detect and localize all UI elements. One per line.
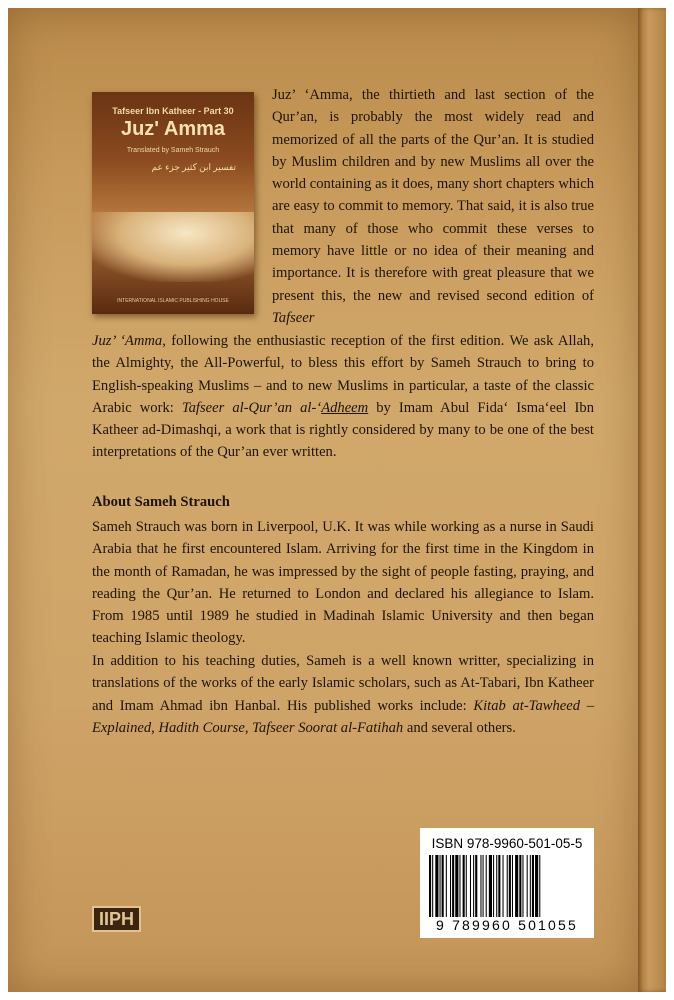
about-text-1: Sameh Strauch was born in Liverpool, U.K. It was while working as a nurse in Saudi Arabia that he first encountered Islam. Arriving for the first time in the Kingdom in the month of Ramadan, he was impressed by the sight of people fasting, praying, and reading the Qur’an. He returned to London and declared his allegiance to Islam. From 1985 until 1989 he studied in Madinah Islamic University and then began teaching Islamic theology. (92, 519, 594, 647)
book-spine (638, 8, 666, 992)
thumbnail-translator: Translated by Sameh Strauch (126, 147, 220, 154)
open-book-image (92, 212, 254, 282)
barcode-digits: 9 789960 501055 (436, 917, 578, 933)
thumbnail-series: Tafseer Ibn Katheer - Part 30 (112, 106, 234, 116)
intro-text-1: Juz’ ‘Amma, the thirtieth and last section of the Qur’an, is probably the most widely read and memorized of all the parts of the Qur’an. It is studied by Muslim children and by new Muslims all over the world containing as it does, many short chapters which are easy to commit to memory. That said, it is also true that many of those who commit these verses to memory have little or no idea of their meaning and importance. It is therefore with great pleasure that we present this, the new and revised second edition of (272, 87, 594, 304)
intro-text-2: , following the enthusiastic reception of the first edition. We ask Allah, the Almighty, the All-Powerful, to bless this effort by Sameh Strauch to bring to English-speaking Muslims – and to new Muslims in particular, a taste of the classic Arabic work: (92, 333, 595, 416)
intro-text-3: by Imam Abul Fida‘ Isma‘eel Ibn Katheer ad-Dimashqi, a work that is rightly considered by many to be one of the best interpretations of the Qur’an ever written. (92, 399, 594, 461)
barcode-image (429, 855, 585, 917)
about-text-2: In addition to his teaching duties, Sameh is a well known writter, specializing in translations of the works of the early Islamic scholars, such as At-Tabari, Ibn Katheer and Imam Ahmad ibn Hanbal. His published works include: (92, 653, 594, 714)
about-paragraph-2: In addition to his teaching duties, Sameh is a well known writter, specializing in translations of the works of the early Islamic scholars, such as At-Tabari, Ibn Katheer and Imam Ahmad ibn Hanbal. His published works include: Kitab at-Tawheed – Explained, Hadith Course, Tafseer Soorat al-Fatihah and several others. (92, 653, 594, 736)
about-text-3: and several others. (403, 719, 516, 736)
isbn-barcode-box (420, 828, 594, 938)
about-paragraph-1 (92, 516, 594, 650)
thumbnail-title: Juz' Amma (120, 118, 226, 140)
work-title-1: Kitab at-Tawheed – Explained (92, 697, 594, 736)
thumbnail-publisher: INTERNATIONAL ISLAMIC PUBLISHING HOUSE (117, 298, 229, 304)
cover-thumbnail (92, 92, 254, 314)
about-heading: About Sameh Strauch (92, 494, 230, 510)
intro-paragraph-part1 (272, 84, 594, 329)
intro-italic-1: Tafseer (272, 309, 315, 326)
intro-italic-2: Juz’ ‘Amma (92, 333, 163, 349)
intro-work-title: Tafseer al-Qur’an al-‘Adheem (181, 399, 369, 416)
intro-paragraph-part2 (92, 330, 594, 464)
isbn-label: ISBN 978-9960-501-05-5 (431, 836, 583, 851)
thumbnail-arabic-title: تفسير ابن كثير جزء عم (151, 162, 236, 172)
work-title-2: Hadith Course (158, 719, 245, 736)
work-title-3: Tafseer Soorat al-Fatihah (252, 719, 404, 736)
publisher-logo: IIPH (92, 906, 141, 932)
